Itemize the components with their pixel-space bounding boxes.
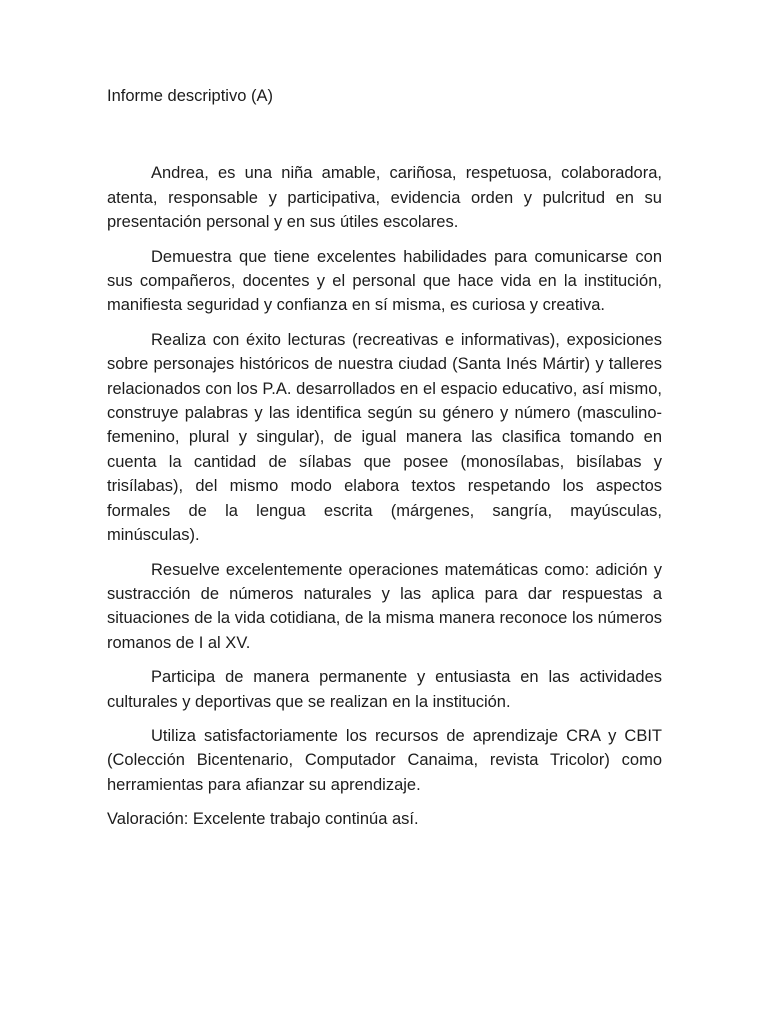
- evaluation-text: Valoración: Excelente trabajo continúa así.: [107, 810, 419, 829]
- document-page: [107, 84, 662, 832]
- paragraph-resources: Utiliza satisfactoriamente los recursos de aprendizaje CRA y CBIT (Colección Bicentenario, Computador Canaima, revista Tricolor) como herramientas para afianzar su aprendizaje.: [107, 726, 662, 794]
- paragraph-personality: Andrea, es una niña amable, cariñosa, respetuosa, colaboradora, atenta, responsable y participativa, evidencia orden y pulcritud en su presentación personal y en sus útiles escolares.: [107, 164, 662, 232]
- paragraph-communication: Demuestra que tiene excelentes habilidades para comunicarse con sus compañeros, docentes y el personal que hace vida en la institución, manifiesta seguridad y confianza en sí misma, es curiosa y creativa.: [107, 247, 662, 315]
- document-title: Informe descriptivo (A): [107, 87, 273, 105]
- paragraph-activities: Participa de manera permanente y entusiasta en las actividades culturales y deportivas que se realizan en la institución.: [107, 668, 662, 711]
- paragraph-language-skills: Realiza con éxito lecturas (recreativas e informativas), exposiciones sobre personajes históricos de nuestra ciudad (Santa Inés Mártir) y talleres relacionados con los P.A. desarrollados en el espacio educativo, así mismo, construye palabras y las identifica según su género y número (masculino-femenino, plural y singular), de igual manera las clasifica tomando en cuenta la cantidad de sílabas que posee (monosílabas, bisílabas y trisílabas), del mismo modo elabora textos respetando los aspectos formales de la lengua escrita (márgenes, sangría, mayúsculas, minúsculas).: [107, 330, 662, 545]
- paragraph-math-skills: Resuelve excelentemente operaciones matemáticas como: adición y sustracción de números naturales y las aplica para dar respuestas a situaciones de la vida cotidiana, de la misma manera reconoce los números romanos de I al XV.: [107, 560, 662, 652]
